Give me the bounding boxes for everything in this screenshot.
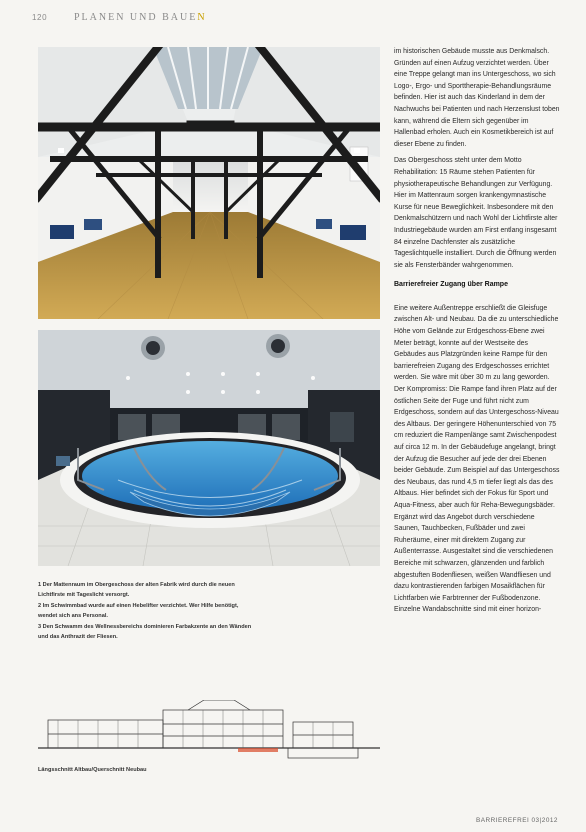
page-header xyxy=(32,12,207,23)
photo-swimming-pool xyxy=(38,330,380,566)
article-subheading: Barrierefreier Zugang über Rampe xyxy=(394,281,508,289)
caption-1: 1 Der Mattenraum im Obergeschoss der alten Fabrik wird durch die neuen Lichtfirste mit Tageslicht versorgt. xyxy=(38,582,235,599)
caption-2: 2 Im Schwimmbad wurde auf einen Hebelifter verzichtet. Wer Hilfe benötigt, wendet sich ans Personal. xyxy=(38,602,239,620)
article-paragraph-1: im historischen Gebäude musste aus Denkmalsch. Gründen auf einen Aufzug verzichtet werden. Über eine Treppe gelangt man ins Untergeschoss, wo sich Logo-, Ergo- und Sporttherapie-Behandlungsräume befinden. Hier ist auch das Kinderland in dem der Nachwuchs bei Patienten und nach Herzenslust toben kann, während die Eltern sich gegenüber im Hallenbad erholen. Auch ein Kosmetikbereich ist auf dieser Ebene zu finden. xyxy=(394,48,560,148)
page-footer: BARRIEREFREI 03|2012 xyxy=(476,817,558,824)
article-column xyxy=(394,46,560,621)
page-number: 120 xyxy=(32,13,48,22)
photo-captions xyxy=(38,580,256,642)
photo-attic-room xyxy=(38,47,380,319)
caption-3: 3 Den Schwamm des Wellnessbereichs dominieren Farbakzente an den Wänden und das Anthrazit der Fliesen. xyxy=(38,623,252,641)
article-paragraph-2: Das Obergeschoss steht unter dem Motto Rehabilitation: 15 Räume stehen Patienten für physiotherapeutische Behandlungen zur Verfügung. Hier im Mattenraum sorgen krankengymnastische Kurse für neue Beweglichkeit. Insbesondere mit den Denkmalschützern und nach Wohl der Lichtfirste alter Industriegebäude wurden am First entlang insgesamt 84 einzelne Dachfenster als zusätzliche Tageslichtquelle installiert. Durch die Öffnung werden sie als Fensterbänder wahrgenommen. xyxy=(394,157,558,269)
section-title: PLANEN UND BAUEN xyxy=(73,12,207,23)
drawing-caption: Längsschnitt Altbau/Querschnitt Neubau xyxy=(38,767,147,773)
article-paragraph-3: Eine weitere Außentreppe erschließt die Gleisfuge zwischen Alt- und Neubau. Da die zu unterschiedliche Höhe vom Gelände zur Erdgeschoss-Ebene zwei Meter beträgt, konnte auf der Westseite des Gebäudes aus Platzgründen keine Rampe für den barrierefreien Zugang des Erdgeschosses errichtet werden. Sie wäre mit über 30 m zu lang geworden. Der Kompromiss: Die Rampe fand ihren Platz auf der östlichen Seite der Fuge und führt nicht zum Erdgeschoss, sondern auf das Untergeschoss-Niveau des Altbaus. Der geringere Höhenunterschied von 75 cm reduziert die Rampenlänge samt Zwischenpodest auf circa 12 m. In der Gebäudefuge angelangt, bringt der Aufzug die Besucher auf jede der drei Ebenen beider Gebäude. Zum Beispiel auf das Untergeschoss des Neubaus, das rund 4,5 m tiefer liegt als das des Altbaus. Hier befindet sich der Fokus für Sport und Aqua-Fitness, aber auch für Reha-Bewegungsbäder. Ergänzt wird das Angebot durch verschiedene Saunen, Tauchbecken, Fußbäder und zwei Ruheräume, einer mit direktem Zugang zur Außenterrasse. Ausgestaltet sind die verschiedenen Bereiche mit schwarzen, glänzenden und farblich abgestuften Bodenfliesen, weißen Wandfliesen und dazu kontrastierenden farbigen Mosaikflächen für Lichtfarben wie Farbtrenner der Fußbodenzone. Einzelne Wandabschnitte sind mit einer horizon- xyxy=(394,304,560,614)
section-drawing xyxy=(38,700,380,760)
